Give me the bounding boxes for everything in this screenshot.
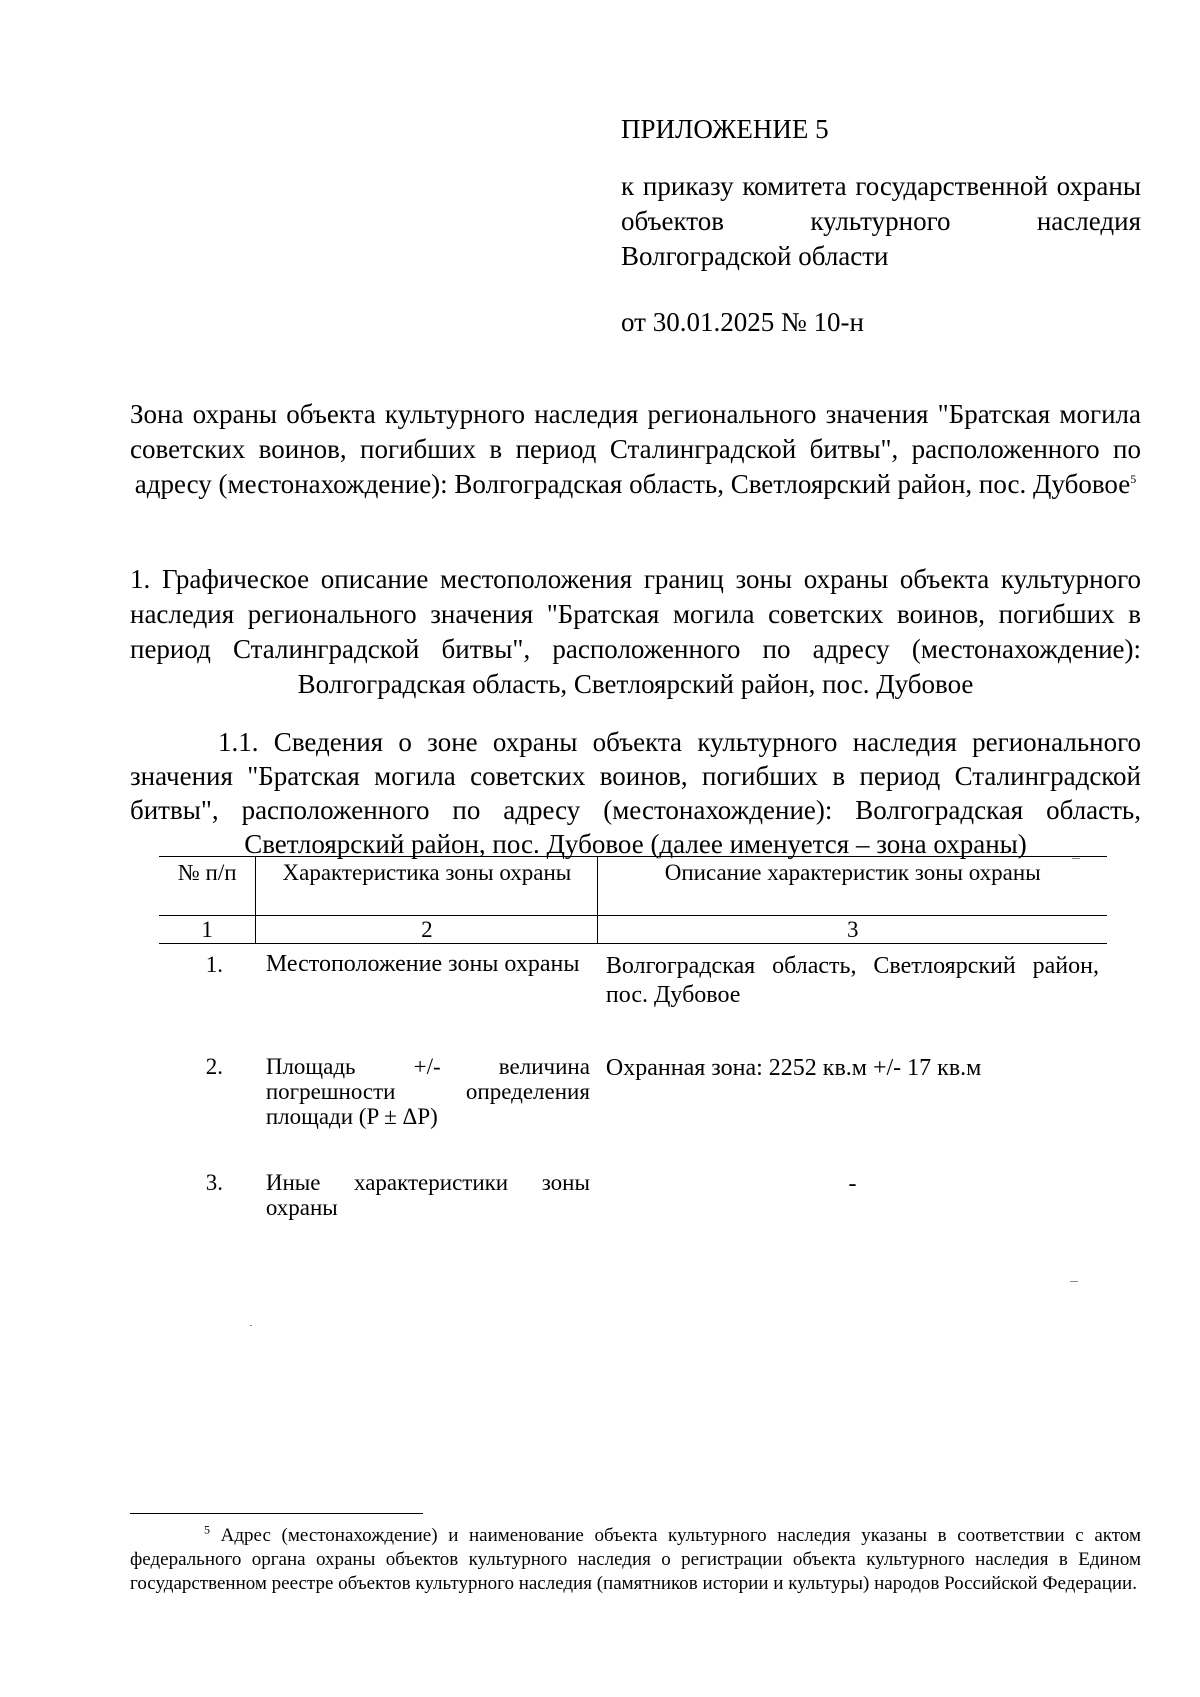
row-number: 2. — [205, 1054, 224, 1079]
row-number: 3. — [205, 1170, 224, 1195]
zone-title-text: Зона охраны объекта культурного наследия регионального значения "Братская могила советских воинов, погибших в период Сталинградской битвы", расположенного по адресу (местонахождение): Волгоградская область, Светлоярский район, пос. Дубовое — [130, 399, 1141, 499]
header-characteristic: Характеристика зоны охраны — [256, 857, 598, 916]
table-row — [159, 944, 1107, 1047]
footnote — [130, 1524, 1141, 1596]
scan-speck — [1070, 1281, 1078, 1282]
appendix-block — [621, 112, 1141, 340]
header-description: Описание характеристик зоны охраны — [598, 857, 1107, 916]
table-header-row — [159, 857, 1107, 916]
table-row — [159, 1162, 1107, 1264]
footnote-separator — [130, 1513, 423, 1514]
footnote-reference: 5 — [1130, 472, 1137, 486]
table-index-row — [159, 916, 1107, 944]
zone-title — [130, 397, 1141, 502]
footnote-number: 5 — [204, 1522, 210, 1537]
index-cell: 1 — [159, 916, 256, 944]
index-cell: 3 — [598, 916, 1107, 944]
row-characteristic: Площадь +/- величина погрешности определения площади (P ± ΔP) — [265, 1054, 590, 1129]
header-number: № п/п — [159, 857, 256, 916]
row-number: 1. — [205, 952, 224, 977]
table-row — [159, 1046, 1107, 1162]
scan-speck — [1072, 858, 1080, 859]
section-1-1-heading — [130, 725, 1141, 861]
row-characteristic: Местоположение зоны охраны — [265, 951, 580, 977]
zone-characteristics-table — [159, 856, 1107, 1264]
appendix-order-reference: к приказу комитета государственной охраны объектов культурного наследия Волгоградской области — [621, 171, 1141, 271]
footnote-text: Адрес (местонахождение) и наименование объекта культурного наследия указаны в соответствии с актом федерального органа охраны объектов культурного наследия о регистрации объекта культурного наследия в Едином государственном реестре объектов культурного наследия (памятников истории и культуры) народов Российской Федерации. — [130, 1525, 1142, 1594]
index-cell: 2 — [256, 916, 598, 944]
appendix-title: ПРИЛОЖЕНИЕ 5 — [621, 114, 829, 144]
section-1-heading: 1. Графическое описание местоположения границ зоны охраны объекта культурного наследия регионального значения "Братская могила советских воинов, погибших в период Сталинградской битвы", расположенного по адресу (местонахождение): Волгоградская область, Светлоярский район, пос. Дубовое — [130, 564, 1141, 699]
row-description: - — [848, 1171, 857, 1197]
appendix-date-number: от 30.01.2025 № 10-н — [621, 307, 864, 337]
section-1-1-text: 1.1. Сведения о зоне охраны объекта культурного наследия регионального значения "Братская могила советских воинов, погибших в период Сталинградской битвы", расположенного по адресу (местонахождение): Волгоградская область, Светлоярский район, пос. Дубовое (далее именуется – зона охраны) — [130, 727, 1141, 859]
row-characteristic: Иные характеристики зоны охраны — [265, 1170, 590, 1220]
row-description: Охранная зона: 2252 кв.м +/- 17 кв.м — [605, 1055, 982, 1081]
scan-speck — [250, 1325, 252, 1326]
row-description: Волгоградская область, Светлоярский район, пос. Дубовое — [605, 953, 1099, 1008]
